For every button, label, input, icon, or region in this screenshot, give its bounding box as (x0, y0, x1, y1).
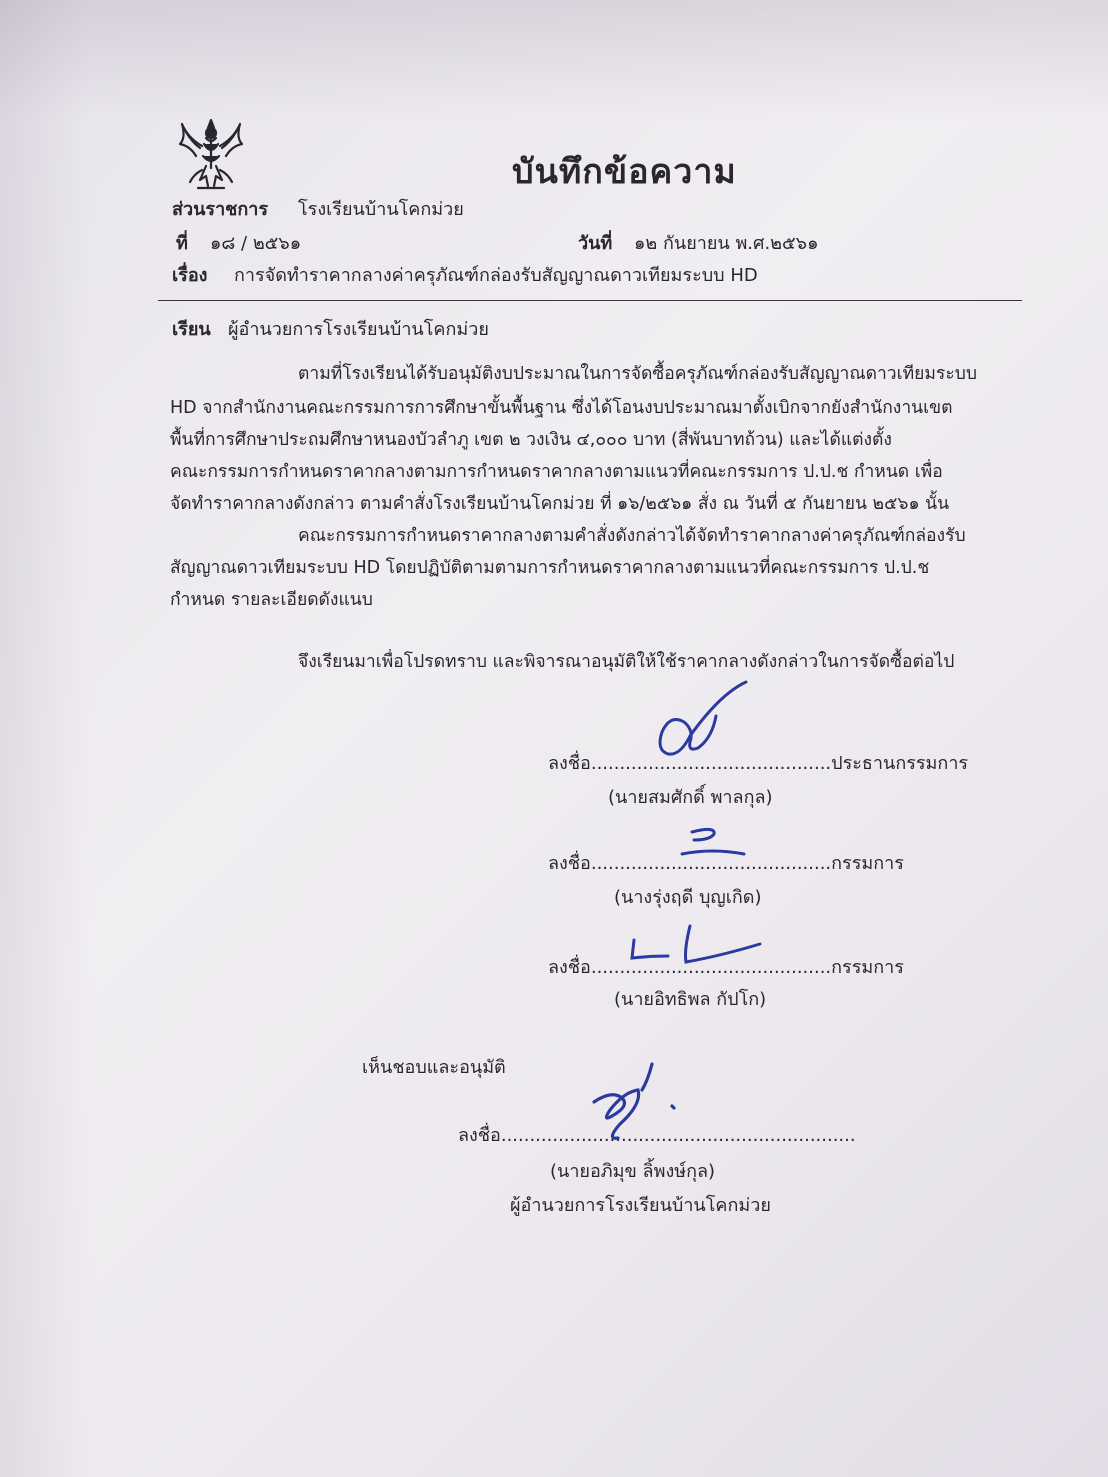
paragraph-2-line: คณะกรรมการกำหนดราคากลางตามคำสั่งดังกล่าวได้จัดทำราคากลางค่าครุภัณฑ์กล่องรับ (298, 526, 966, 546)
salutation-label: เรียน (172, 319, 211, 340)
paragraph-2-line: กำหนด รายละเอียดดังแนบ (170, 590, 373, 610)
reference-label: ที่ (176, 233, 188, 254)
agency-label: ส่วนราชการ (172, 199, 269, 220)
agency-value: โรงเรียนบ้านโคกม่วย (298, 199, 464, 220)
approval-heading: เห็นชอบและอนุมัติ (362, 1057, 506, 1078)
garuda-emblem-icon (176, 116, 246, 192)
paper-shadow-left (0, 0, 90, 1477)
signatory-name-member-1: (นางรุ่งฤดี บุญเกิด) (614, 887, 762, 908)
paper-shadow-top (0, 0, 1108, 120)
signature-line-member-1: ลงชื่อ..........................................กรรมการ (548, 853, 904, 874)
header-divider (158, 300, 1022, 301)
paragraph-1-line: พื้นที่การศึกษาประถมศึกษาหนองบัวลำภู เขต ๒ วงเงิน ๔,๐๐๐ บาท (สี่พันบาทถ้วน) และได้แต่งตั้ง (170, 430, 892, 450)
signatory-name-member-2: (นายอิทธิพล กัปโก) (614, 989, 767, 1010)
subject-value: การจัดทำราคากลางค่าครุภัณฑ์กล่องรับสัญญาณดาวเทียมระบบ HD (234, 265, 758, 286)
signature-line-chairman: ลงชื่อ..........................................ประธานกรรมการ (548, 753, 969, 774)
paragraph-1-line: จัดทำราคากลางดังกล่าว ตามคำสั่งโรงเรียนบ้านโคกม่วย ที่ ๑๖/๒๕๖๑ สั่ง ณ วันที่ ๕ กันยายน ๒๕๖๑ นั้น (170, 494, 950, 514)
paragraph-1-line: คณะกรรมการกำหนดราคากลางตามการกำหนดราคากลางตามแนวที่คณะกรรมการ ป.ป.ช กำหนด เพื่อ (170, 462, 943, 482)
paragraph-2-line: สัญญาณดาวเทียมระบบ HD โดยปฏิบัติตามตามการกำหนดราคากลางตามแนวที่คณะกรรมการ ป.ป.ช (170, 558, 930, 578)
signatory-name-chairman: (นายสมศักดิ์ พาลกุล) (608, 787, 773, 808)
paragraph-1-line: HD จากสำนักงานคณะกรรมการการศึกษาขั้นพื้นฐาน ซึ่งได้โอนงบประมาณมาตั้งเบิกจากยังสำนักงานเขต (170, 398, 953, 418)
signatory-position-director: ผู้อำนวยการโรงเรียนบ้านโคกม่วย (510, 1195, 771, 1216)
date-label: วันที่ (578, 233, 613, 254)
closing-sentence: จึงเรียนมาเพื่อโปรดทราบ และพิจารณาอนุมัติให้ใช้ราคากลางดังกล่าวในการจัดซื้อต่อไป (298, 652, 955, 672)
subject-label: เรื่อง (172, 265, 208, 286)
reference-number: ๑๘ / ๒๕๖๑ (210, 233, 302, 254)
signature-line-member-2: ลงชื่อ..........................................กรรมการ (548, 957, 904, 978)
signatory-name-director: (นายอภิมุข ลิ้พงษ์กุล) (550, 1161, 716, 1182)
salutation-value: ผู้อำนวยการโรงเรียนบ้านโคกม่วย (228, 319, 489, 340)
date-value: ๑๒ กันยายน พ.ศ.๒๕๖๑ (634, 233, 819, 254)
signature-line-director: ลงชื่อ.............................................................. (458, 1125, 856, 1146)
paragraph-1-line: ตามที่โรงเรียนได้รับอนุมัติงบประมาณในการจัดซื้อครุภัณฑ์กล่องรับสัญญาณดาวเทียมระบบ (298, 364, 977, 384)
document-title: บันทึกข้อความ (512, 152, 737, 192)
